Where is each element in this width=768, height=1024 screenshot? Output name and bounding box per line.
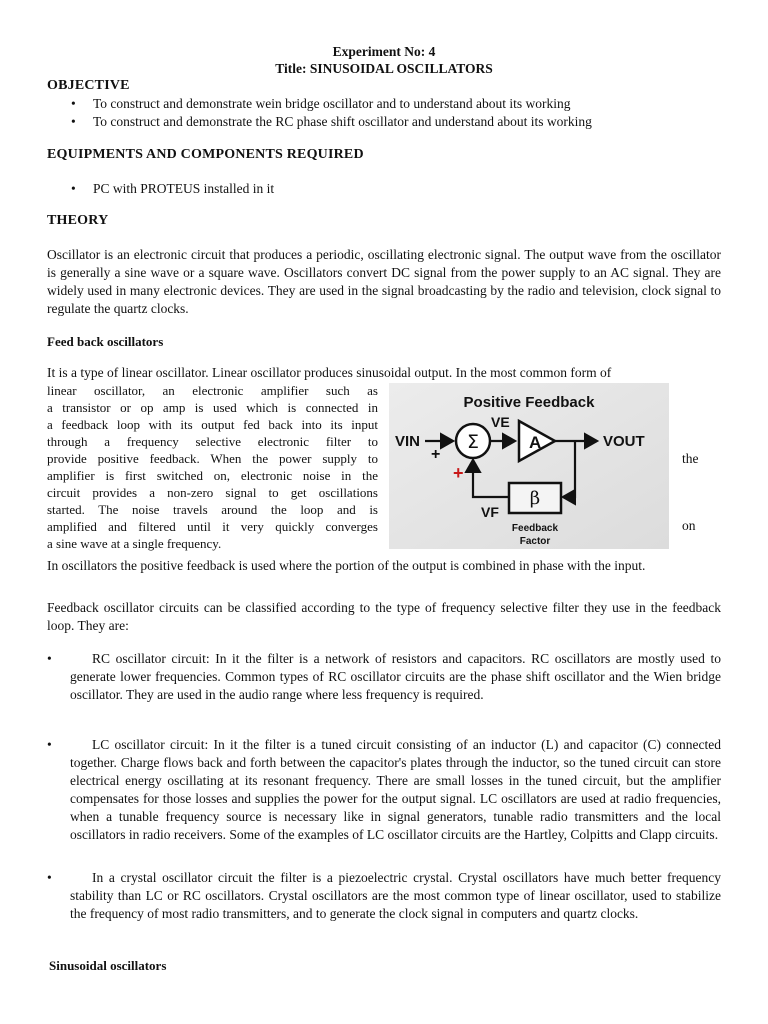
vin-label: VIN <box>395 433 421 450</box>
oscillator-type-crystal: • In a crystal oscillator circuit the filter is a piezoelectric crystal. Crystal oscillators have much better frequency stability than LC or RC oscillators. Crystal oscillators are the most common type of linear oscillator, used to stabilize the frequency of most radio transmitters, and to generate the clock signal in computers and quartz clocks. <box>47 870 721 921</box>
sum-symbol: Σ <box>466 431 480 453</box>
feedback-diagram-svg <box>389 383 669 549</box>
vf-label: VF <box>481 504 499 520</box>
wrap-line: through a frequency selective electronic filter to <box>47 434 378 449</box>
wrap-line: amplified and filtered until it very quickly converges <box>47 519 378 534</box>
wrap-fragment-on: on <box>682 518 696 533</box>
feedback-para-2: In oscillators the positive feedback is used where the portion of the output is combined in phase with the input. <box>47 558 646 573</box>
equipment-item: • PC with PROTEUS installed in it <box>71 181 275 196</box>
oscillator-type-lc: • LC oscillator circuit: In it the filter is a tuned circuit consisting of an inductor (L) and capacitor (C) connected together. Charge flows back and forth between the capacitor's plates through the inductor, so the tuned circuit can store electrical energy oscillating at its resonant frequency. There are small losses in the tuned circuit, but the amplifier compensates for those losses and supplies the power for the output signal. LC oscillators are used at radio frequencies, when a tunable frequency source is necessary like in signal generators, tunable radio transmitters and the local oscillators in radio receivers. Some of the examples of LC oscillator circuits are the Hartley, Colpitts and Clapp circuits. <box>47 737 721 842</box>
equipment-heading: EQUIPMENTS AND COMPONENTS REQUIRED <box>47 147 364 162</box>
plus-bottom: + <box>453 463 464 483</box>
diagram-title: Positive Feedback <box>463 394 595 411</box>
wrap-line: a feedback loop with its output fed back into its input <box>47 417 378 432</box>
objective-item: • To construct and demonstrate the RC phase shift oscillator and understand about its working <box>71 114 592 129</box>
amp-label: A <box>529 433 542 452</box>
feedback-label-1: Feedback <box>511 523 559 534</box>
plus-top: + <box>431 446 441 463</box>
wrap-fragment-the: the <box>682 451 699 466</box>
wrap-line: linear oscillator, an electronic amplifier such as <box>47 383 378 398</box>
feedback-intro: It is a type of linear oscillator. Linear oscillator produces sinusoidal output. In the most common form of <box>47 365 612 380</box>
wrap-line: provide positive feedback. When the power supply to <box>47 451 378 466</box>
positive-feedback-diagram <box>389 383 669 549</box>
vout-label: VOUT <box>603 433 645 450</box>
objective-heading: OBJECTIVE <box>47 78 130 93</box>
wrap-line: started. The noise travels around the loop and is <box>47 502 378 517</box>
wrap-line: circuit provides a non-zero signal to get oscillations <box>47 485 378 500</box>
wrap-line: a sine wave at a single frequency. <box>47 536 222 551</box>
theory-paragraph: Oscillator is an electronic circuit that produces a periodic, oscillating electronic signal. The output wave from the oscillator is generally a sine wave or a square wave. Oscillators convert DC signal from the power supply to an AC signal. They are widely used in many electronic devices. They are used in the signal broadcasting by the radio and television, clock signal to regulate the quartz clocks. <box>47 247 721 316</box>
wrap-line: a transistor or op amp is used which is connected in <box>47 400 378 415</box>
feedback-heading: Feed back oscillators <box>47 334 164 349</box>
document-title: Title: SINUSOIDAL OSCILLATORS <box>275 61 493 76</box>
sinusoidal-heading: Sinusoidal oscillators <box>49 958 167 973</box>
experiment-number: Experiment No: 4 <box>332 44 436 59</box>
beta-label: β <box>529 488 541 509</box>
wrap-line: amplifier is first switched on, electronic noise in the <box>47 468 378 483</box>
feedback-para-3: Feedback oscillator circuits can be classified according to the type of frequency selective filter they use in the feedback loop. They are: <box>47 600 721 633</box>
wrapped-text-column <box>47 382 378 552</box>
ve-label: VE <box>491 414 510 430</box>
feedback-label-2: Factor <box>519 536 551 547</box>
theory-heading: THEORY <box>47 213 109 228</box>
oscillator-type-rc: • RC oscillator circuit: In it the filter is a network of resistors and capacitors. RC oscillators are mostly used to generate lower frequencies. Common types of RC oscillator circuits are the phase shift oscillator and the Wien bridge oscillator. They are used in the audio range where less frequency is required. <box>47 651 721 702</box>
objective-item: • To construct and demonstrate wein bridge oscillator and to understand about its working <box>71 96 571 111</box>
